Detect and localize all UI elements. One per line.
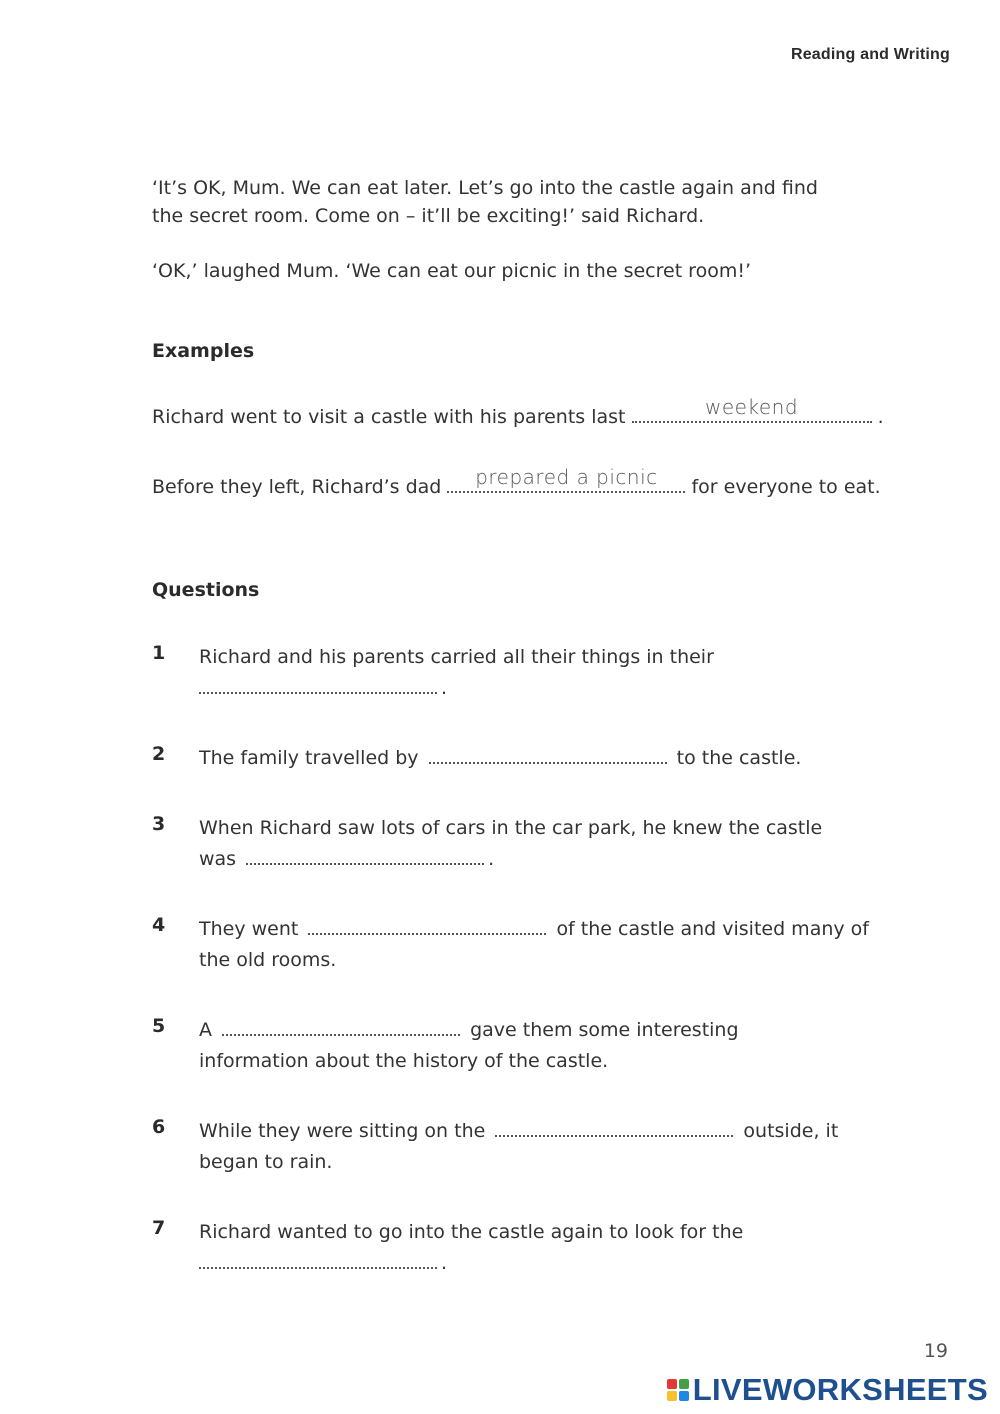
question-number: 7 bbox=[152, 1217, 166, 1239]
passage-line-1: ‘It’s OK, Mum. We can eat later. Let’s go into the castle again and find bbox=[152, 177, 818, 199]
answer-input-7[interactable] bbox=[199, 1253, 437, 1269]
question-number: 5 bbox=[152, 1015, 166, 1037]
liveworksheets-logo[interactable] bbox=[667, 1372, 988, 1408]
example-2-answer-field bbox=[447, 465, 685, 493]
answer-input-2[interactable] bbox=[429, 748, 667, 764]
question-end: . bbox=[441, 1252, 448, 1274]
question-text: The family travelled by bbox=[199, 747, 419, 769]
page-number: 19 bbox=[923, 1340, 948, 1362]
question-number: 4 bbox=[152, 914, 166, 936]
questions-heading: Questions bbox=[152, 579, 260, 601]
question-end: gave them some interesting information about the history of the castle. bbox=[199, 1019, 739, 1072]
question-end: of the castle and visited many of the old rooms. bbox=[199, 918, 869, 971]
passage-line-3: ‘OK,’ laughed Mum. ‘We can eat our picnic in the secret room!’ bbox=[152, 260, 751, 282]
example-1 bbox=[152, 395, 884, 428]
question-end: . bbox=[488, 848, 495, 870]
question-text: Richard and his parents carried all their things in their bbox=[199, 646, 714, 668]
example-1-end: . bbox=[877, 406, 884, 428]
answer-input-1[interactable] bbox=[199, 678, 437, 694]
example-2 bbox=[152, 465, 881, 498]
question-number: 3 bbox=[152, 813, 166, 835]
passage-line-2: the secret room. Come on – it’ll be exciting!’ said Richard. bbox=[152, 205, 705, 227]
example-2-end: for everyone to eat. bbox=[691, 476, 881, 498]
answer-input-6[interactable] bbox=[495, 1121, 733, 1137]
answer-input-3[interactable] bbox=[246, 849, 484, 865]
examples-heading: Examples bbox=[152, 340, 255, 362]
liveworksheets-logo-icon bbox=[667, 1379, 689, 1401]
question-end: outside, it began to rain. bbox=[199, 1120, 839, 1173]
question-text: While they were sitting on the bbox=[199, 1120, 486, 1142]
example-1-answer-field bbox=[632, 395, 872, 423]
question-text: Richard wanted to go into the castle again to look for the bbox=[199, 1221, 744, 1243]
question-end: to the castle. bbox=[676, 747, 802, 769]
question-end: . bbox=[441, 677, 448, 699]
brand-name: LIVEWORKSHEETS bbox=[692, 1372, 988, 1407]
example-1-text: Richard went to visit a castle with his parents last bbox=[152, 406, 626, 428]
example-2-answer: prepared a picnic bbox=[475, 465, 658, 489]
question-number: 1 bbox=[152, 642, 166, 664]
example-2-text: Before they left, Richard’s dad bbox=[152, 476, 442, 498]
question-text: A bbox=[199, 1019, 212, 1041]
question-text: They went bbox=[199, 918, 299, 940]
question-number: 2 bbox=[152, 743, 166, 765]
example-1-answer: weekend bbox=[705, 395, 799, 419]
answer-input-5[interactable] bbox=[222, 1020, 460, 1036]
question-number: 6 bbox=[152, 1116, 166, 1138]
answer-input-4[interactable] bbox=[308, 919, 546, 935]
page-header: Reading and Writing bbox=[790, 46, 950, 63]
question-text: When Richard saw lots of cars in the car park, he knew the castle was bbox=[199, 817, 823, 870]
